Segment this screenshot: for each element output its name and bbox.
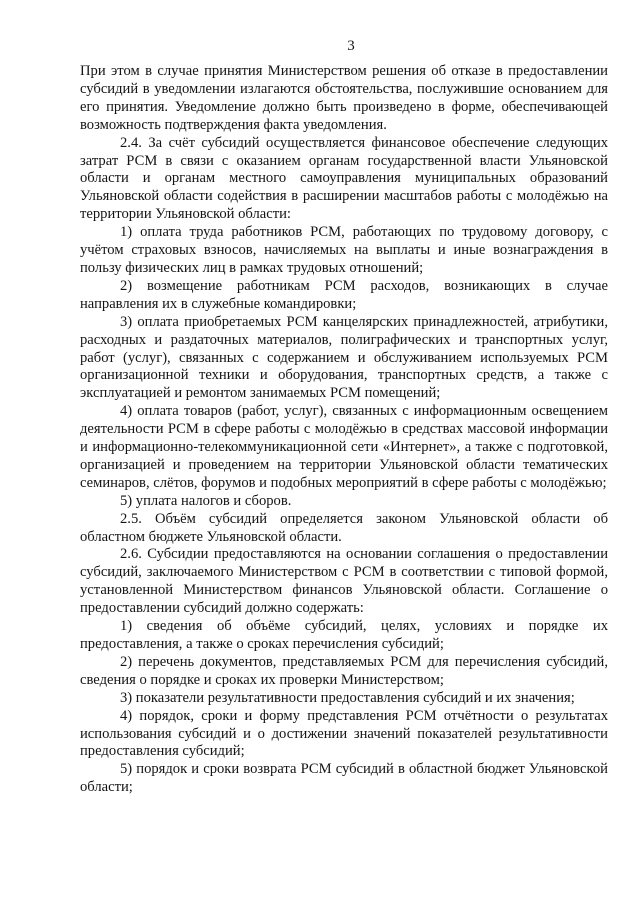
paragraph: 2) перечень документов, представляемых РСМ для перечисления субсидий, сведения о порядке и сроках их проверки Министерством; [80,653,608,688]
document-body [80,63,608,797]
paragraph: 2) возмещение работникам РСМ расходов, возникающих в случае направления их в служебные командировки; [80,277,608,312]
paragraph: 4) оплата товаров (работ, услуг), связанных с информационным освещением деятельности РСМ в сфере работы с молодёжью в средствах массовой информации и информационно-телекоммуникационной сети «Интернет», а также с подготовкой, организацией и проведением на территории Ульяновской области тематических семинаров, слётов, форумов и подобных мероприятий в сфере работы с молодёжью; [80,403,608,491]
paragraph: 2.6. Субсидии предоставляются на основании соглашения о предоставлении субсидий, заключаемого Министерством с РСМ в соответствии с типовой формой, установленной Министерством финансов Ульяновской области. Соглашение о предоставлении субсидий должно содержать: [80,546,608,617]
paragraph: 2.4. За счёт субсидий осуществляется финансовое обеспечение следующих затрат РСМ в связи с оказанием органам государственной власти Ульяновской области и органам местного самоуправления муниципальных образований Ульяновской области содействия в расширении масштабов работы с молодёжью на территории Ульяновской области: [80,134,608,223]
paragraph: 1) сведения об объёме субсидий, целях, условиях и порядке их предоставления, а также о сроках перечисления субсидий; [80,618,608,652]
paragraph: 3) оплата приобретаемых РСМ канцелярских принадлежностей, атрибутики, расходных и раздаточных материалов, полиграфических и транспортных услуг, работ (услуг), связанных с содержанием и обслуживанием используемых РСМ организационной техники и оборудования, транспортных средств, а также с эксплуатацией и ремонтом занимаемых РСМ помещений; [80,313,608,402]
paragraph: 5) уплата налогов и сборов. [120,492,292,509]
paragraph: При этом в случае принятия Министерством решения об отказе в предоставлении субсидий в уведомлении излагаются обстоятельства, послужившие основанием для его принятия. Уведомление должно быть произведено в форме, обеспечивающей возможность подтверждения факта уведомления. [80,63,608,133]
paragraph: 5) порядок и сроки возврата РСМ субсидий в областной бюджет Ульяновской области; [80,761,608,796]
paragraph: 3) показатели результативности предоставления субсидий и их значения; [120,689,575,706]
paragraph: 4) порядок, сроки и форму представления РСМ отчётности о результатах использования субсидий и о достижении значений показателей результативности предоставления субсидий; [80,707,608,760]
paragraph: 2.5. Объём субсидий определяется законом Ульяновской области об областном бюджете Ульяновской области. [80,510,608,545]
paragraph: 1) оплата труда работников РСМ, работающих по трудовому договору, с учётом страховых взносов, начисляемых на выплаты и иные вознаграждения в пользу физических лиц в рамках трудовых отношений; [80,224,608,276]
page-number: 3 [347,38,355,54]
